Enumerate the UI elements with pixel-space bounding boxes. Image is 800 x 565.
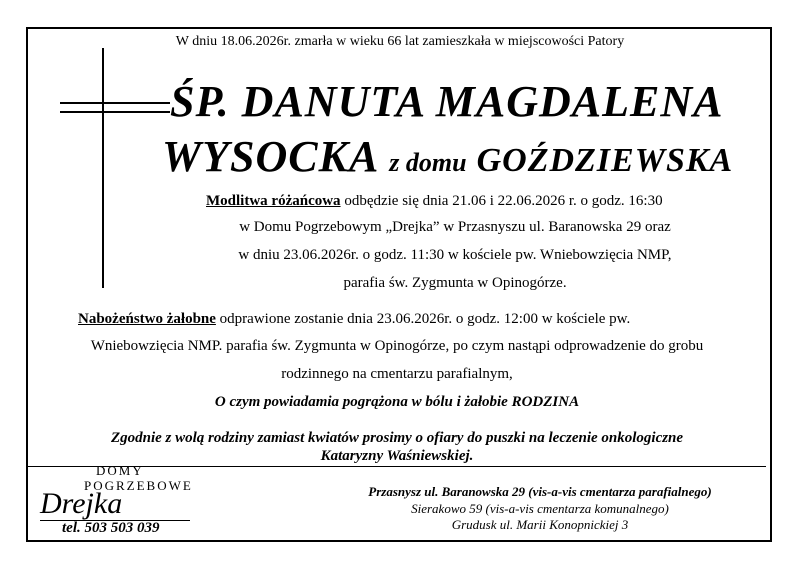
- donation-line2: Kataryzny Waśniewskiej.: [320, 448, 474, 464]
- deceased-name-line1: ŚP. DANUTA MAGDALENA: [170, 77, 724, 126]
- rosary-line4: parafia św. Zygmunta w Opinogórze.: [343, 275, 567, 291]
- funeral-line1-text: odprawione zostanie dnia 23.06.2026r. o godz. 12:00 w kościele pw.: [215, 311, 631, 327]
- address-sierakowo: Sierakowo 59 (vis-a-vis cmentarza komunalnego): [411, 501, 669, 516]
- address-przasnysz: Przasnysz ul. Baranowska 29 (vis-a-vis cmentarza parafialnego): [368, 484, 712, 499]
- funeral-line1: [78, 311, 630, 328]
- cross-bar-top: [60, 102, 170, 104]
- rosary-line2: w Domu Pogrzebowym „Drejka” w Przasnyszu ul. Baranowska 29 oraz: [239, 219, 671, 235]
- z-domu-label: z domu: [389, 148, 467, 177]
- family-notice: O czym powiadamia pogrążona w bólu i żałobie RODZINA: [214, 394, 580, 410]
- funeral-label: Nabożeństwo żałobne: [78, 311, 216, 327]
- logo-drejka: Drejka: [40, 487, 123, 520]
- funeral-line2: Wniebowzięcia NMP. parafia św. Zygmunta w Opinogórze, po czym nastąpi odprowadzenie do grobu: [90, 338, 704, 354]
- funeral-line3: rodzinnego na cmentarzu parafialnym,: [281, 366, 513, 382]
- maiden-name: GOŹDZIEWSKA: [476, 142, 734, 179]
- cross-bar-bottom: [60, 111, 170, 113]
- intro-text: W dniu 18.06.2026r. zmarła w wieku 66 lat zamieszkała w miejscowości Patory: [175, 34, 625, 49]
- logo-pogrzebowe: POGRZEBOWE: [84, 478, 193, 493]
- donation-line1: Zgodnie z wolą rodziny zamiast kwiatów prosimy o ofiary do puszki na leczenie onkologiczne: [110, 430, 684, 446]
- rosary-line1: [206, 193, 663, 210]
- rosary-line1-text: odbędzie się dnia 21.06 i 22.06.2026 r. o godz. 16:30: [340, 193, 663, 209]
- address-grudusk: Grudusk ul. Marii Konopnickiej 3: [451, 517, 629, 532]
- logo-domy: DOMY: [96, 463, 144, 478]
- deceased-name-line2: [162, 131, 733, 182]
- surname: WYSOCKA: [162, 132, 380, 181]
- phone-number: tel. 503 503 039: [62, 520, 160, 536]
- rosary-label: Modlitwa różańcowa: [206, 193, 341, 209]
- cross-icon: [102, 48, 104, 288]
- rosary-line3: w dniu 23.06.2026r. o godz. 11:30 w kościele pw. Wniebowzięcia NMP,: [238, 247, 672, 263]
